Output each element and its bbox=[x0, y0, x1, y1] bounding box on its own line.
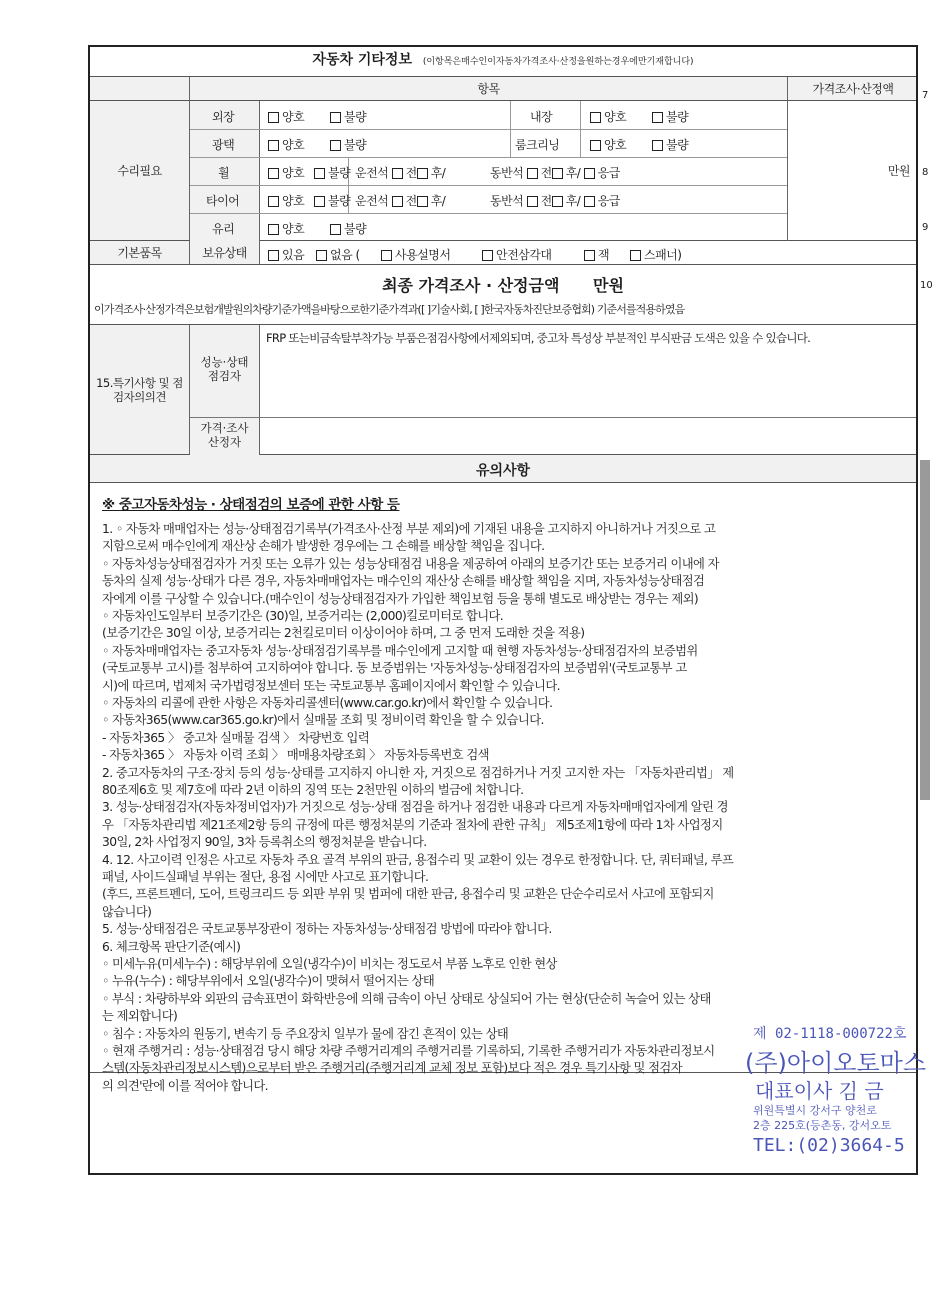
etc-info-header-row bbox=[90, 77, 916, 101]
notice-line: 동차의 실제 성능·상태가 다른 경우, 자동차매매업자는 매수인의 재산상 손해를 배상할 책임을 지며, 자동차성능상태점검 bbox=[102, 574, 705, 589]
inspector-opinion-text: FRP 또는비금속탈부착가능 부품은점검사항에서제외되며, 중고차 특성상 부분적인 부식판금 도색은 있을 수 있습니다. bbox=[266, 331, 811, 345]
rear-label: 후/ bbox=[430, 194, 446, 208]
item-header bbox=[190, 77, 788, 100]
checkbox[interactable] bbox=[268, 140, 279, 151]
special-notes-block bbox=[90, 325, 916, 455]
option-label: 잭 bbox=[598, 248, 610, 262]
divider bbox=[190, 185, 787, 186]
notice-line: ◦ 자동차365(www.car365.go.kr)에서 실매물 조회 및 정비이력 확인을 할 수 있습니다. bbox=[102, 713, 544, 728]
option-label: 양호 bbox=[282, 222, 305, 236]
option-label: 안전삼각대 bbox=[496, 248, 552, 262]
final-price-label: 최종 가격조사 · 산정금액 bbox=[382, 276, 560, 295]
notice-line: 시)에 따르며, 법제처 국가법령정보센터 또는 국토교통부 홈페이지에서 확인할 수 있습니다. bbox=[102, 678, 560, 693]
option-label: 불량 bbox=[344, 222, 367, 236]
notice-line: 는 제외합니다) bbox=[102, 1009, 178, 1024]
notice-line: (국토교통부 고시)를 첨부하여 고지하여야 합니다. 동 보증범위는 '자동차성능·상태점검자의 보증범위'(국토교통부 고 bbox=[102, 661, 687, 676]
option-label: 양호 bbox=[604, 138, 627, 152]
interior-bad-option[interactable] bbox=[652, 108, 688, 125]
passenger-seat-label: 동반석 bbox=[490, 166, 524, 180]
checkbox[interactable] bbox=[392, 196, 403, 207]
option-label: 있음 bbox=[282, 248, 305, 262]
row-label-glass: 유리 bbox=[212, 222, 235, 236]
manual-option[interactable] bbox=[381, 246, 450, 263]
option-label: 불량 bbox=[344, 110, 367, 124]
exterior-good-option[interactable] bbox=[268, 108, 304, 125]
notice-line: ◦ 자동차매매업자는 중고자동차 성능·상태점검기록부를 매수인에게 고지할 때 현행 자동차성능·상태점검자의 보증범위 bbox=[102, 643, 698, 658]
checkbox[interactable] bbox=[330, 140, 341, 151]
checkbox[interactable] bbox=[590, 140, 601, 151]
notice-line: ◦ 누유(누수) : 해당부위에서 오일(냉각수)이 맺혀서 떨어지는 상태 bbox=[102, 974, 435, 989]
gloss-bad-option[interactable] bbox=[330, 136, 366, 153]
checkbox[interactable] bbox=[268, 196, 279, 207]
notice-line: 6. 체크항목 판단기준(예시) bbox=[102, 939, 241, 954]
row-label-gloss: 광택 bbox=[212, 138, 235, 152]
option-label: 스패너) bbox=[644, 248, 682, 262]
basic-items-label-cell bbox=[90, 241, 190, 264]
notice-title: 유의사항 bbox=[475, 463, 531, 479]
notice-line: ◦ 부식 : 차량하부와 외판의 금속표면이 화학반응에 의해 금속이 아닌 상태로 상실되어 가는 현상(단순히 녹슬어 있는 상태 bbox=[102, 991, 711, 1006]
option-label: 불량 bbox=[328, 166, 351, 180]
divider bbox=[510, 101, 511, 157]
notice-line: 3. 성능·상태점검자(자동차정비업자)가 거짓으로 성능·상태 점검을 하거나 점검한 내용과 다르게 자동차매매업자에게 알린 경 bbox=[102, 800, 728, 815]
option-label: 양호 bbox=[282, 166, 305, 180]
checkbox[interactable] bbox=[268, 250, 279, 261]
checkbox[interactable] bbox=[590, 112, 601, 123]
special-label: 15.특기사항 및 점검자의의견 bbox=[96, 375, 183, 404]
front-label: 전 bbox=[405, 194, 417, 208]
stamp-address-1: 위원특별시 강서구 양천로 bbox=[753, 1104, 877, 1117]
checkbox[interactable] bbox=[330, 224, 341, 235]
etc-info-title bbox=[90, 49, 916, 69]
tire-driver-seat bbox=[355, 192, 445, 209]
checkbox[interactable] bbox=[417, 168, 428, 179]
jack-option[interactable] bbox=[584, 246, 609, 263]
notice-line: 의 의견'란에 이를 적어야 합니다. bbox=[102, 1078, 268, 1093]
notice-line: (보증기간은 30일 이상, 보증거리는 2천킬로미터 이상이어야 하며, 그 중 먼저 도래한 것을 적용) bbox=[102, 626, 585, 641]
holding-label-cell bbox=[190, 241, 260, 264]
exterior-bad-option[interactable] bbox=[330, 108, 366, 125]
option-label: 양호 bbox=[282, 194, 305, 208]
stamp-address-2: 2층 225호(등촌동, 강서오토 bbox=[753, 1119, 892, 1132]
notice-line: 80조제6호 및 제7호에 따라 2년 이하의 징역 또는 2천만원 이하의 벌금에 처합니다. bbox=[102, 783, 524, 797]
company-stamp bbox=[745, 1015, 930, 1165]
edge-mark: 7 bbox=[922, 90, 929, 101]
checkbox[interactable] bbox=[268, 224, 279, 235]
divider bbox=[190, 157, 787, 158]
row-label-room-cleaning: 룸크리닝 bbox=[515, 138, 560, 152]
stamp-tel: TEL:(02)3664-5 bbox=[753, 1135, 905, 1156]
notice-line: ◦ 자동차성능상태점검자가 거짓 또는 오류가 있는 성능상태점검 내용을 제공하여 아래의 보증기간 또는 보증거리 이내에 자 bbox=[102, 556, 719, 571]
stamp-company: (주)아이오토마스 bbox=[745, 1049, 927, 1077]
row-label-exterior: 외장 bbox=[212, 110, 235, 124]
inspector-label: 성능·상태 점검자 bbox=[200, 355, 249, 383]
checkbox[interactable] bbox=[316, 250, 327, 261]
holding-label: 보유상태 bbox=[202, 246, 247, 260]
row-label-interior: 내장 bbox=[530, 110, 553, 124]
basic-have-option[interactable] bbox=[268, 246, 304, 263]
row-label-tire: 타이어 bbox=[206, 194, 240, 208]
notice-line: 스템(자동차관리정보시스템)으로부터 받은 주행거리(주행거리계 교체 정보 포함)보다 적은 경우 특기사항 및 점검자 bbox=[102, 1061, 682, 1076]
checkbox[interactable] bbox=[314, 168, 325, 179]
rear-label: 후/ bbox=[565, 194, 581, 208]
emergency-label: 응급 bbox=[597, 166, 620, 180]
divider bbox=[190, 213, 787, 214]
etc-info-title-note: (이항목은매수인이자동차가격조사·산정을원하는경우에만기재합니다) bbox=[422, 57, 694, 67]
tire-bad-option[interactable] bbox=[314, 192, 350, 209]
option-label: 양호 bbox=[282, 138, 305, 152]
option-label: 불량 bbox=[666, 138, 689, 152]
gloss-good-option[interactable] bbox=[268, 136, 304, 153]
checkbox[interactable] bbox=[552, 168, 563, 179]
etc-info-title-row bbox=[90, 47, 916, 77]
rear-label: 후/ bbox=[565, 166, 581, 180]
option-label: 불량 bbox=[666, 110, 689, 124]
driver-seat-label: 운전석 bbox=[355, 194, 389, 208]
notice-line: ◦ 침수 : 자동차의 원동기, 변속기 등 주요장치 일부가 물에 잠긴 흔적이 있는 상태 bbox=[102, 1026, 509, 1041]
edge-mark: 9 bbox=[922, 222, 929, 233]
notice-line: 않습니다) bbox=[102, 904, 152, 919]
checkbox[interactable] bbox=[584, 168, 595, 179]
price-header-text: 가격조사·산정액 bbox=[812, 82, 894, 96]
divider bbox=[580, 101, 581, 157]
glass-bad-option[interactable] bbox=[330, 220, 366, 237]
checkbox[interactable] bbox=[381, 250, 392, 261]
option-label: 사용설명서 bbox=[395, 248, 451, 262]
edge-mark: 8 bbox=[922, 167, 929, 178]
front-label: 전 bbox=[405, 166, 417, 180]
final-price-note: 이가격조사·산정가격은보험개발원의차량기준가액을바탕으로한기준가격과([ ]기술사회, [ ]한국자동차진단보증협회) 기준서를적용하였음 bbox=[94, 303, 685, 316]
checkbox[interactable] bbox=[630, 250, 641, 261]
notice-line: ◦ 자동차의 리콜에 관한 사항은 자동차리콜센터(www.car.go.kr)에서 확인할 수 있습니다. bbox=[102, 696, 553, 710]
option-label: 양호 bbox=[604, 110, 627, 124]
inspection-form-page bbox=[88, 45, 918, 1175]
notice-line: 패널, 사이드실패널 부위는 절단, 용접 시에만 사고로 표기합니다. bbox=[102, 870, 429, 884]
divider bbox=[190, 129, 787, 130]
repair-block bbox=[90, 101, 916, 241]
appraiser-label: 가격·조사 산정자 bbox=[200, 421, 249, 449]
repair-label-cell bbox=[90, 101, 190, 240]
stamp-reg-no: 제 02-1118-000722호 bbox=[753, 1026, 907, 1042]
item-header-text: 항목 bbox=[477, 82, 500, 96]
notice-subtitle: ※ 중고자동차성능 · 상태점검의 보증에 관한 사항 등 bbox=[102, 497, 400, 513]
checkbox[interactable] bbox=[584, 196, 595, 207]
notice-line: (후드, 프론트펜더, 도어, 트렁크리드 등 외판 부위 및 범퍼에 대한 판금, 용접수리 및 교환은 단순수리로서 사고에 포함되지 bbox=[102, 887, 714, 902]
cleaning-bad-option[interactable] bbox=[652, 136, 688, 153]
checkbox[interactable] bbox=[527, 196, 538, 207]
checkbox[interactable] bbox=[652, 140, 663, 151]
emergency-label: 응급 bbox=[597, 194, 620, 208]
glass-good-option[interactable] bbox=[268, 220, 304, 237]
rear-label: 후/ bbox=[430, 166, 446, 180]
notice-line: 자에게 이를 구상할 수 있습니다.(매수인이 성능상태점검자가 가입한 책임보험 등을 통해 별도로 배상받는 경우는 제외) bbox=[102, 591, 699, 606]
checkbox[interactable] bbox=[314, 196, 325, 207]
option-label: 양호 bbox=[282, 110, 305, 124]
notice-line: 30일, 2차 사업정지 90일, 3차 등록취소의 행정처분을 받습니다. bbox=[102, 835, 427, 850]
notice-line: 1. ◦ 자동차 매매업자는 성능·상태점검기록부(가격조사·산정 부분 제외)에 기재된 내용을 고지하지 아니하거나 거짓으로 고 bbox=[102, 522, 716, 536]
row-label-wheel: 휠 bbox=[218, 166, 230, 180]
final-price-unit: 만원 bbox=[593, 276, 624, 295]
blank-header-cell bbox=[90, 77, 190, 100]
price-unit: 만원 bbox=[887, 164, 910, 178]
wheel-passenger-seat bbox=[490, 164, 620, 181]
notice-line: 2. 중고자동차의 구조·장치 등의 성능·상태를 고지하지 아니한 자, 거짓으로 점검하거나 거짓 고지한 자는 「자동차관리법」 제 bbox=[102, 765, 734, 780]
checkbox[interactable] bbox=[527, 168, 538, 179]
notice-line: 지함으로써 매수인에게 재산상 손해가 발생한 경우에는 그 손해를 배상할 책임을 집니다. bbox=[102, 539, 545, 554]
triangle-option[interactable] bbox=[482, 246, 551, 263]
etc-info-title-text: 자동차 기타정보 bbox=[312, 52, 412, 68]
wheel-bad-option[interactable] bbox=[314, 164, 350, 181]
final-price-title bbox=[90, 273, 916, 296]
stamp-ceo: 대표이사 김 금 bbox=[755, 1079, 884, 1103]
notice-line: - 자동차365 〉 자동차 이력 조회 〉 매매용차량조회 〉 자동차등록번호 검색 bbox=[102, 748, 489, 763]
repair-items bbox=[190, 101, 788, 241]
interior-good-option[interactable] bbox=[590, 108, 626, 125]
edge-mark: 10 bbox=[920, 280, 933, 291]
basic-items-label: 기본품목 bbox=[117, 246, 162, 260]
repair-label: 수리필요 bbox=[117, 164, 162, 178]
checkbox[interactable] bbox=[482, 250, 493, 261]
checkbox[interactable] bbox=[392, 168, 403, 179]
special-label-cell bbox=[90, 325, 190, 454]
option-label: 불량 bbox=[344, 138, 367, 152]
checkbox[interactable] bbox=[584, 250, 595, 261]
checkbox[interactable] bbox=[652, 112, 663, 123]
option-label: 불량 bbox=[328, 194, 351, 208]
notice-line: ◦ 자동차인도일부터 보증기간은 (30)일, 보증거리는 (2,000)킬로미터로 합니다. bbox=[102, 609, 504, 623]
price-cell bbox=[788, 101, 918, 240]
divider bbox=[190, 417, 916, 418]
checkbox[interactable] bbox=[417, 196, 428, 207]
basic-none-option[interactable] bbox=[316, 246, 360, 263]
edge-photo-fragment bbox=[920, 460, 930, 800]
wheel-good-option[interactable] bbox=[268, 164, 304, 181]
special-sub-labels bbox=[190, 325, 260, 455]
notice-line: 5. 성능·상태점검은 국토교통부장관이 정하는 자동차성능·상태점검 방법에 따라야 합니다. bbox=[102, 922, 552, 937]
notice-line: ◦ 미세누유(미세누수) : 해당부위에 오일(냉각수)이 비치는 정도로서 부품 노후로 인한 현상 bbox=[102, 957, 557, 971]
option-label: 없음 ( bbox=[330, 248, 360, 262]
notice-line: - 자동차365 〉 중고차 실매물 검색 〉 차량번호 입력 bbox=[102, 730, 370, 745]
driver-seat-label: 운전석 bbox=[355, 166, 389, 180]
spanner-option[interactable] bbox=[630, 246, 681, 263]
checkbox[interactable] bbox=[268, 168, 279, 179]
tire-good-option[interactable] bbox=[268, 192, 304, 209]
passenger-seat-label: 동반석 bbox=[490, 194, 524, 208]
notice-header-row bbox=[90, 455, 916, 483]
wheel-driver-seat bbox=[355, 164, 445, 181]
checkbox[interactable] bbox=[268, 112, 279, 123]
front-label: 전 bbox=[540, 166, 552, 180]
cleaning-good-option[interactable] bbox=[590, 136, 626, 153]
notice-line: 우 「자동차관리법 제21조제2항 등의 규정에 따른 행정처분의 기준과 절차에 관한 규칙」 제5조제1항에 따라 1차 사업정지 bbox=[102, 817, 723, 832]
basic-items-row bbox=[90, 241, 916, 265]
tire-passenger-seat bbox=[490, 192, 620, 209]
final-price-row bbox=[90, 265, 916, 325]
price-header bbox=[788, 77, 918, 100]
checkbox[interactable] bbox=[552, 196, 563, 207]
notice-line: ◦ 현재 주행거리 : 성능·상태점검 당시 해당 차량 주행거리계의 주행거리를 기록하되, 기록한 주행거리가 자동차관리정보시 bbox=[102, 1044, 715, 1058]
checkbox[interactable] bbox=[330, 112, 341, 123]
front-label: 전 bbox=[540, 194, 552, 208]
notice-line: 4. 12. 사고이력 인정은 사고로 자동차 주요 골격 부위의 판금, 용접수리 및 교환이 있는 경우로 한정합니다. 단, 쿼터패널, 루프 bbox=[102, 852, 734, 867]
